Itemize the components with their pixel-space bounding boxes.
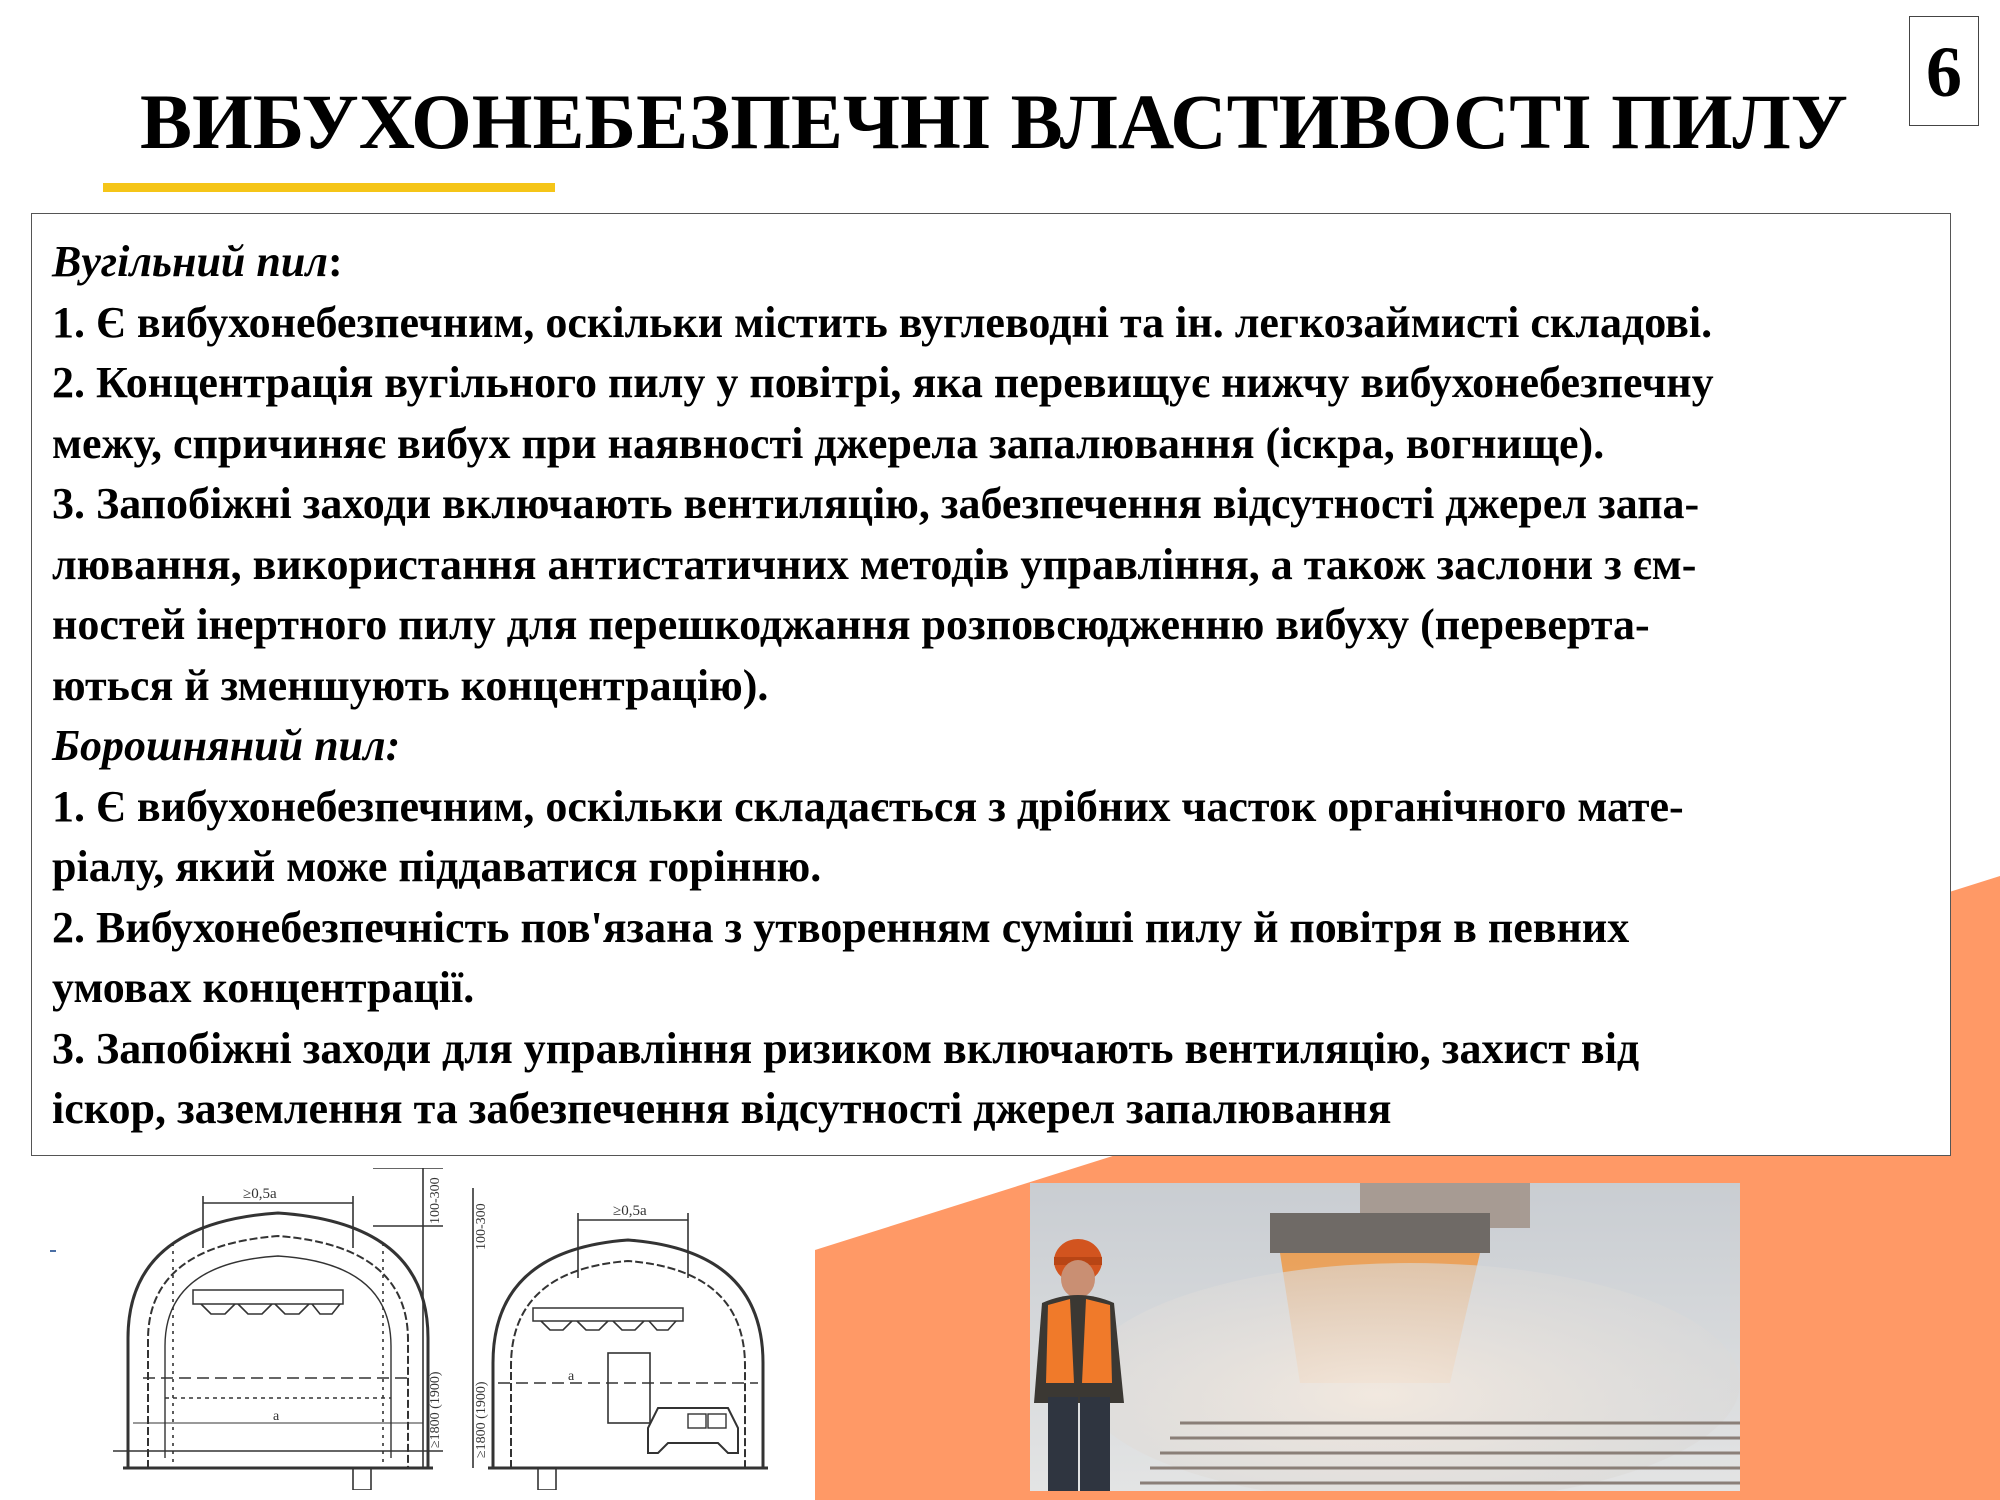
left-width-label: a: [273, 1409, 280, 1424]
tiny-mark-dash: [50, 1250, 56, 1252]
flour-dust-line-2: ріалу, який може піддаватися горінню.: [52, 842, 822, 891]
content-box: [31, 213, 1951, 1156]
right-tunnel: [473, 1188, 768, 1490]
coal-dust-line-2: 2. Концентрація вугільного пилу у повітрі, яка перевищує нижчу вибухонебезпечну: [52, 358, 1714, 407]
left-clearance-label: ≥0,5a: [243, 1186, 277, 1202]
flour-dust-line-4: умовах концентрації.: [52, 963, 475, 1012]
title-underline-bar: [103, 183, 555, 192]
right-height-label: 100-300: [474, 1203, 489, 1250]
coal-dust-line-5: лювання, використання антистатичних методів управління, а також заслони з єм-: [52, 539, 1697, 589]
flour-dust-line-3: 2. Вибухонебезпечність пов'язана з утворенням суміші пилу й повітря в певних: [52, 902, 1630, 952]
flour-dust-line-6: іскор, заземлення та забезпечення відсутності джерел запалювання: [52, 1084, 1392, 1133]
photo-chute: [1270, 1213, 1490, 1253]
grain-photo-svg: [1030, 1183, 1740, 1491]
left-height-label: 100-300: [428, 1177, 443, 1224]
flour-dust-heading: Борошняний пил:: [52, 721, 401, 770]
left-side-label: ≥1800 (1900): [428, 1371, 443, 1448]
grain-unloading-photo: [1030, 1183, 1740, 1491]
flour-dust-line-5: 3. Запобіжні заходи для управління ризиком включають вентиляцію, захист від: [52, 1023, 1640, 1073]
page-number: 6: [1909, 16, 1979, 126]
right-width-label: a: [568, 1369, 575, 1384]
left-tunnel: [113, 1168, 443, 1490]
coal-dust-line-7: ються й зменшують концентрацію).: [52, 660, 769, 710]
coal-dust-line-6: ностей інертного пилу для перешкоджання розповсюдженню вибуху (переверта-: [52, 600, 1650, 649]
slide-title: ВИБУХОНЕБЕЗПЕЧНІ ВЛАСТИВОСТІ ПИЛУ: [140, 78, 1848, 165]
coal-dust-line-1: 1. Є вибухонебезпечним, оскільки містить вуглеводні та ін. легкозаймисті складові.: [52, 297, 1713, 347]
coal-dust-heading: Вугільний пил: [52, 237, 328, 286]
right-side-label: ≥1800 (1900): [474, 1381, 489, 1458]
coal-dust-line-3: межу, спричиняє вибух при наявності джерела запалювання (іскра, вогнище).: [52, 418, 1605, 468]
tiny-mark: [50, 1250, 56, 1252]
coal-dust-line-4: 3. Запобіжні заходи включають вентиляцію, забезпечення відсутності джерел запа-: [52, 479, 1700, 528]
right-clearance-label: ≥0,5a: [613, 1203, 647, 1219]
tunnel-drawing-svg: [103, 1168, 815, 1490]
title-underline: [103, 183, 555, 192]
coal-dust-heading-line: [52, 232, 1930, 293]
flour-dust-line-1: 1. Є вибухонебезпечним, оскільки складається з дрібних часток органічного мате-: [52, 781, 1684, 831]
tunnel-cross-section-drawing: [103, 1168, 815, 1490]
coal-dust-heading-colon: :: [327, 237, 343, 286]
